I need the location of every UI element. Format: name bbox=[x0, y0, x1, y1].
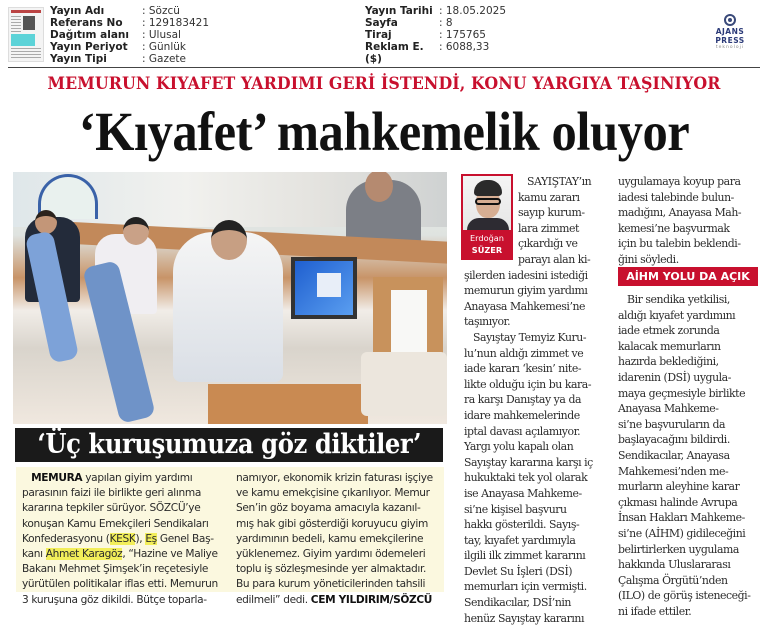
quote-box bbox=[16, 467, 444, 606]
author-box bbox=[461, 174, 513, 260]
highlight-kesk: KESK bbox=[109, 532, 136, 545]
meta-row-yayin-periyot: Yayın Periyot : Günlük bbox=[50, 41, 186, 53]
metadata-right bbox=[365, 5, 506, 65]
column-3-lead: SAYIŞTAY’ın kamu zararı sayıp kurum- lara zimmet çıkardığı ve parayı alan ki- bbox=[518, 175, 592, 266]
meta-row-sayfa: Sayfa : 8 bbox=[365, 17, 453, 29]
column-4-bottom: Bir sendika yetkilisi, aldığı kıyafet yardımını iade etmek zorunda kalacak memurların hazırda beklediğini, idarenin (DSİ) uygula- maya geçmesiyle birlikte Anayasa Mahkeme- si’ne başvuruların da başlayacağını bildirdi. Sendikacılar, Anayasa Mahkemesi’nden me- murların aleyhine karar çıkması halinde Avrupa İnsan Hakları Mahkeme- si’ne (AİHM) gidileceğini belirtirlerken uygulama hakkında Uluslararası Çalışma Örgütü’nden (ILO) de görüş isteneceği- ni ifade ettiler. bbox=[618, 293, 751, 618]
meta-row-yayin-adi: Yayın Adı : Sözcü bbox=[50, 5, 180, 17]
section-subhead: AİHM YOLU DA AÇIK bbox=[618, 267, 758, 286]
author-photo bbox=[463, 176, 511, 234]
header-divider bbox=[8, 67, 760, 68]
meta-row-tiraj: Tiraj : 175765 bbox=[365, 29, 486, 41]
highlight-name: Ahmet Karagöz bbox=[45, 547, 123, 560]
quote-banner: ‘Üç kuruşumuza göz diktiler’ bbox=[15, 428, 443, 462]
ajans-press-logo: AJANS PRESS teknoloji bbox=[700, 14, 760, 51]
column-4-top: uygulamaya koyup para iadesi talebinde bulun- madığını, Anayasa Mah- kemesi’ne başvurmak için bu talebin beklendi- ğini söyledi. bbox=[618, 175, 742, 266]
quote-column-1: MEMURA yapılan giyim yardımı parasının faizi ile birlikte geri alınma kararına tepkiler sürüyor. SÖZCÜ’ye konuşan Kamu Emekçileri Sendikaları Konfederasyonu (KESK), Eş Genel Baş- kanı Ahmet Karagöz, “Hazine ve Maliye Bakanı Mehmet Şimşek’in reçetesiyle yürütülen politikalar iflas etti. Memurun 3 kuruşuna göz dikildi. Bütçe toparla- bbox=[22, 472, 218, 606]
meta-row-yayin-tarihi: Yayın Tarihi : 18.05.2025 bbox=[365, 5, 506, 17]
page-thumbnail[interactable] bbox=[8, 7, 44, 62]
byline: CEM YILDIRIM/SÖZCÜ bbox=[310, 593, 433, 606]
highlight-es: Eş bbox=[145, 532, 157, 545]
meta-row-yayin-tipi: Yayın Tipi : Gazete bbox=[50, 53, 186, 65]
compass-icon bbox=[724, 14, 736, 26]
meta-row-reklam: Reklam E.($) : 6088,33 bbox=[365, 41, 490, 65]
column-3: şilerden iadesini istediği memurun giyim yardımı Anayasa Mahkemesi’ne taşınıyor. Sayıştay Temyiz Kuru- lu’nun aldığı zimmet ve iade kararı ‘kesin’ nite- likte olduğu için bu kara- ra karşı Danıştay ya da idare mahkemelerinde iptal davası açılamıyor. Yargı yolu kapalı olan Sayıştay kararına karşı iç hukuktaki tek yol olarak ise Anayasa Mahkeme- si’ne kişisel başvuru hakkı gösterildi. Sayış- tay, kıyafet yardımıyla ilgili ilk zimmet kararını Devlet Su İşleri (DSİ) memurları için vermişti. Sendikacılar, DSİ’nin henüz Sayıştay kararını bbox=[464, 268, 593, 625]
article-kicker: MEMURUN KIYAFET YARDIMI GERİ İSTENDİ, KONU YARGIYA TAŞINIYOR bbox=[47, 74, 721, 94]
meta-row-dagitim-alani: Dağıtım alanı : Ulusal bbox=[50, 29, 181, 41]
clipping-metadata-header bbox=[0, 0, 768, 68]
metadata-left bbox=[50, 5, 209, 65]
article-photo bbox=[13, 172, 447, 424]
author-name: Erdoğan SÜZER bbox=[463, 230, 511, 258]
quote-column-2: namıyor, ekonomik krizin faturası işçiye ve kamu emekçisine çıkarılıyor. Memur Sen’in göz boyama amacıyla kazanıl- mış hak gibi gösterdiği koruyucu giyim yardımının bedeli, kamu emekçilerine yüklenemez. Giyim yardımı ödemeleri toplu iş sözleşmesinde yer almaktadır. Bu para kurum yöneticilerinden tahsili edilmeli” dedi. CEM YILDIRIM/SÖZCÜ bbox=[236, 472, 433, 606]
meta-row-referans-no: Referans No : 129183421 bbox=[50, 17, 209, 29]
article-headline: ‘Kıyafet’ mahkemelik oluyor bbox=[78, 101, 690, 162]
